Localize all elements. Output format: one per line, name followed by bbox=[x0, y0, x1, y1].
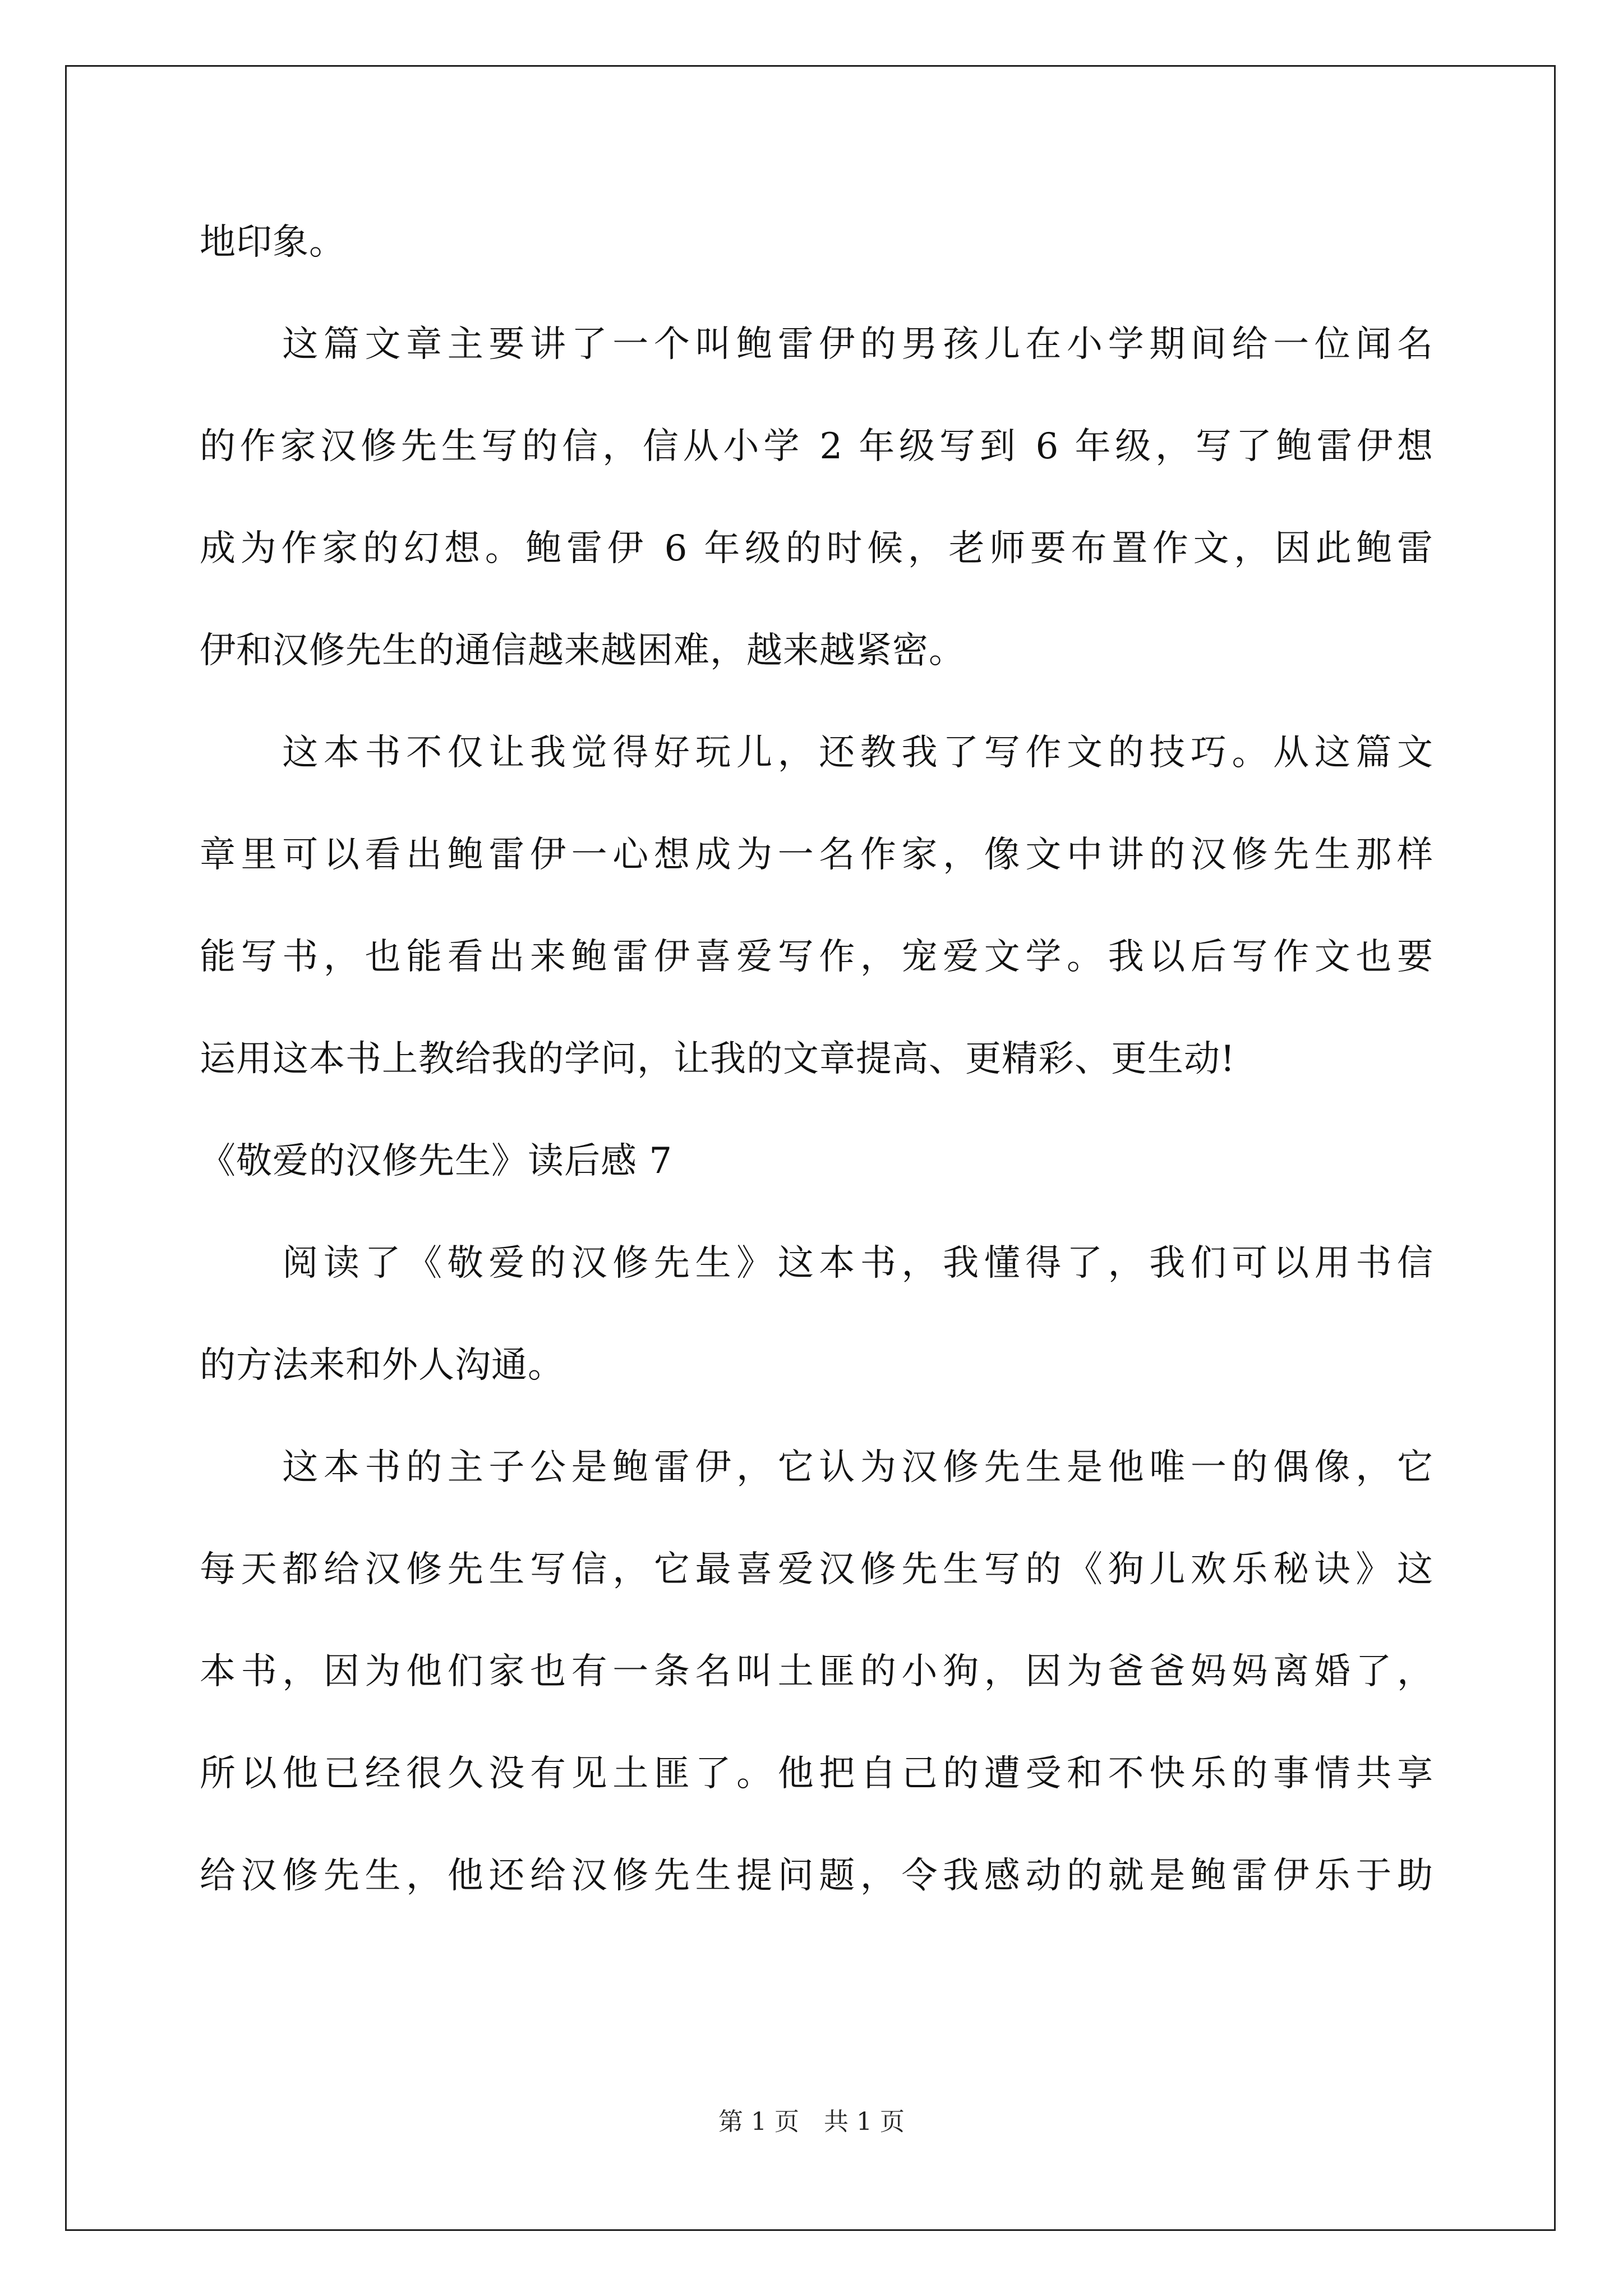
section-heading: 《敬爱的汉修先生》读后感 7 bbox=[200, 1140, 673, 1182]
text-line: 的作家汉修先生写的信，信从小学 2 年级写到 6 年级，写了鲍雷伊想 bbox=[200, 426, 1433, 467]
text-line: 成为作家的幻想。鲍雷伊 6 年级的时候，老师要布置作文，因此鲍雷 bbox=[200, 528, 1433, 569]
text-line: 的方法来和外人沟通。 bbox=[200, 1345, 564, 1386]
text-line: 给汉修先生，他还给汉修先生提问题，令我感动的就是鲍雷伊乐于助 bbox=[200, 1855, 1433, 1897]
text-line: 每天都给汉修先生写信，它最喜爱汉修先生写的《狗儿欢乐秘诀》这 bbox=[200, 1549, 1433, 1590]
text-line: 所以他已经很久没有见土匪了。他把自己的遭受和不快乐的事情共享 bbox=[200, 1753, 1433, 1795]
text-line: 章里可以看出鲍雷伊一心想成为一名作家，像文中讲的汉修先生那样 bbox=[200, 834, 1433, 876]
text-line: 这本书不仅让我觉得好玩儿，还教我了写作文的技巧。从这篇文 bbox=[200, 732, 1433, 774]
text-line: 这篇文章主要讲了一个叫鲍雷伊的男孩儿在小学期间给一位闻名 bbox=[200, 324, 1433, 365]
text-line: 运用这本书上教给我的学问，让我的文章提高、更精彩、更生动! bbox=[200, 1038, 1235, 1080]
page-number: 第 1 页 共 1 页 bbox=[718, 2108, 905, 2136]
text-line: 能写书，也能看出来鲍雷伊喜爱写作，宠爱文学。我以后写作文也要 bbox=[200, 936, 1433, 978]
text-line: 地印象。 bbox=[200, 222, 345, 263]
text-line: 本书，因为他们家也有一条名叫土匪的小狗，因为爸爸妈妈离婚了， bbox=[200, 1651, 1433, 1692]
text-line: 伊和汉修先生的通信越来越困难，越来越紧密。 bbox=[200, 630, 965, 671]
text-line: 这本书的主子公是鲍雷伊，它认为汉修先生是他唯一的偶像，它 bbox=[200, 1447, 1433, 1488]
text-line: 阅读了《敬爱的汉修先生》这本书，我懂得了，我们可以用书信 bbox=[200, 1243, 1433, 1284]
